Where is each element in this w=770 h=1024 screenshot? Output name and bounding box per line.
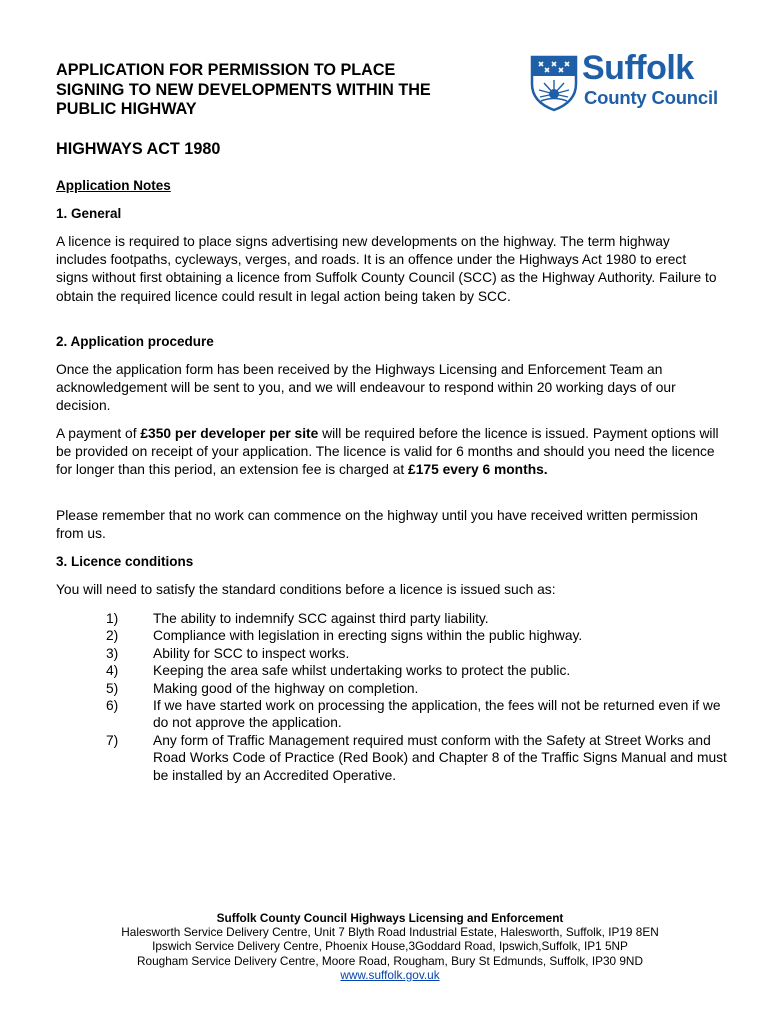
section-conditions-heading: 3. Licence conditions <box>56 554 194 569</box>
list-number: 2) <box>106 628 119 644</box>
list-number: 3) <box>106 645 119 661</box>
list-item <box>56 732 736 784</box>
title-line: SIGNING TO NEW DEVELOPMENTS WITHIN THE <box>56 80 431 99</box>
title-line: APPLICATION FOR PERMISSION TO PLACE <box>56 61 396 79</box>
title-line: PUBLIC HIGHWAY <box>56 100 197 118</box>
list-item <box>56 662 736 679</box>
act-heading: HIGHWAYS ACT 1980 <box>56 140 221 158</box>
payment-text: A payment of <box>56 426 141 441</box>
list-text: Ability for SCC to inspect works. <box>153 645 350 661</box>
footer-address: Rougham Service Delivery Centre, Moore Road, Rougham, Bury St Edmunds, Suffolk, IP30 9ND <box>137 953 643 968</box>
list-number: 4) <box>106 663 119 679</box>
website-link[interactable]: www.suffolk.gov.uk <box>340 967 440 982</box>
section-general-heading: 1. General <box>56 206 122 221</box>
document-title <box>56 61 496 120</box>
list-number: 5) <box>106 680 119 696</box>
list-text: Making good of the highway on completion. <box>153 680 419 696</box>
section-procedure-heading: 2. Application procedure <box>56 334 214 349</box>
logo-wordmark: Suffolk <box>582 49 694 87</box>
list-item <box>56 627 736 644</box>
payment-text: will be required before the licence is issued. Payment options will be provided on receipt of your application. The licence is valid for 6 months and should you need the licence for longer than this period, an extension fee is charged at <box>56 426 719 478</box>
list-item <box>56 697 736 732</box>
suffolk-county-council-logo <box>529 49 734 114</box>
conditions-list <box>56 610 736 784</box>
application-notes-heading: Application Notes <box>56 178 171 193</box>
list-number: 6) <box>106 698 119 714</box>
section-general-text: A licence is required to place signs advertising new developments on the highway. The term highway includes footpaths, cycleways, verges, and roads. It is an offence under the Highways Act 1980 to erect signs without first obtaining a licence from Suffolk County Council (SCC) as the Highway Authority. Failure to obtain the required licence could result in legal action being taken by SCC. <box>56 234 717 304</box>
footer-address: Halesworth Service Delivery Centre, Unit 7 Blyth Road Industrial Estate, Halesworth, Suffolk, IP19 8EN <box>121 925 659 940</box>
permission-paragraph: Please remember that no work can commence on the highway until you have received written permission from us. <box>56 508 698 542</box>
list-text: Keeping the area safe whilst undertaking works to protect the public. <box>153 663 571 679</box>
conditions-intro: You will need to satisfy the standard conditions before a licence is issued such as: <box>56 582 556 597</box>
footer-title: Suffolk County Council Highways Licensing and Enforcement <box>216 911 564 925</box>
list-item <box>56 645 736 662</box>
list-text: The ability to indemnify SCC against third party liability. <box>153 611 489 626</box>
extension-fee: £175 every 6 months. <box>408 462 548 478</box>
list-number: 1) <box>106 611 119 626</box>
list-text: If we have started work on processing the application, the fees will not be returned even if we do not approve the application. <box>153 698 721 731</box>
list-item <box>56 680 736 697</box>
suffolk-crest-icon <box>529 54 579 112</box>
list-number: 7) <box>106 732 119 748</box>
procedure-paragraph: Once the application form has been received by the Highways Licensing and Enforcement Team an acknowledgement will be sent to you, and we will endeavour to respond within 20 working days of our decision. <box>56 362 676 414</box>
logo-subtitle: County Council <box>584 87 718 108</box>
payment-paragraph <box>56 425 722 480</box>
list-item <box>56 610 736 627</box>
footer <box>0 911 770 982</box>
list-text: Any form of Traffic Management required must conform with the Safety at Street Works and Road Works Code of Practice (Red Book) and Chapter 8 of the Traffic Signs Manual and must be installed by an Accredited Operative. <box>153 732 727 783</box>
payment-fee: £350 per developer per site <box>140 426 319 441</box>
list-text: Compliance with legislation in erecting signs within the public highway. <box>153 628 583 644</box>
footer-address: Ipswich Service Delivery Centre, Phoenix House,3Goddard Road, Ipswich,Suffolk, IP1 5NP <box>152 939 628 954</box>
